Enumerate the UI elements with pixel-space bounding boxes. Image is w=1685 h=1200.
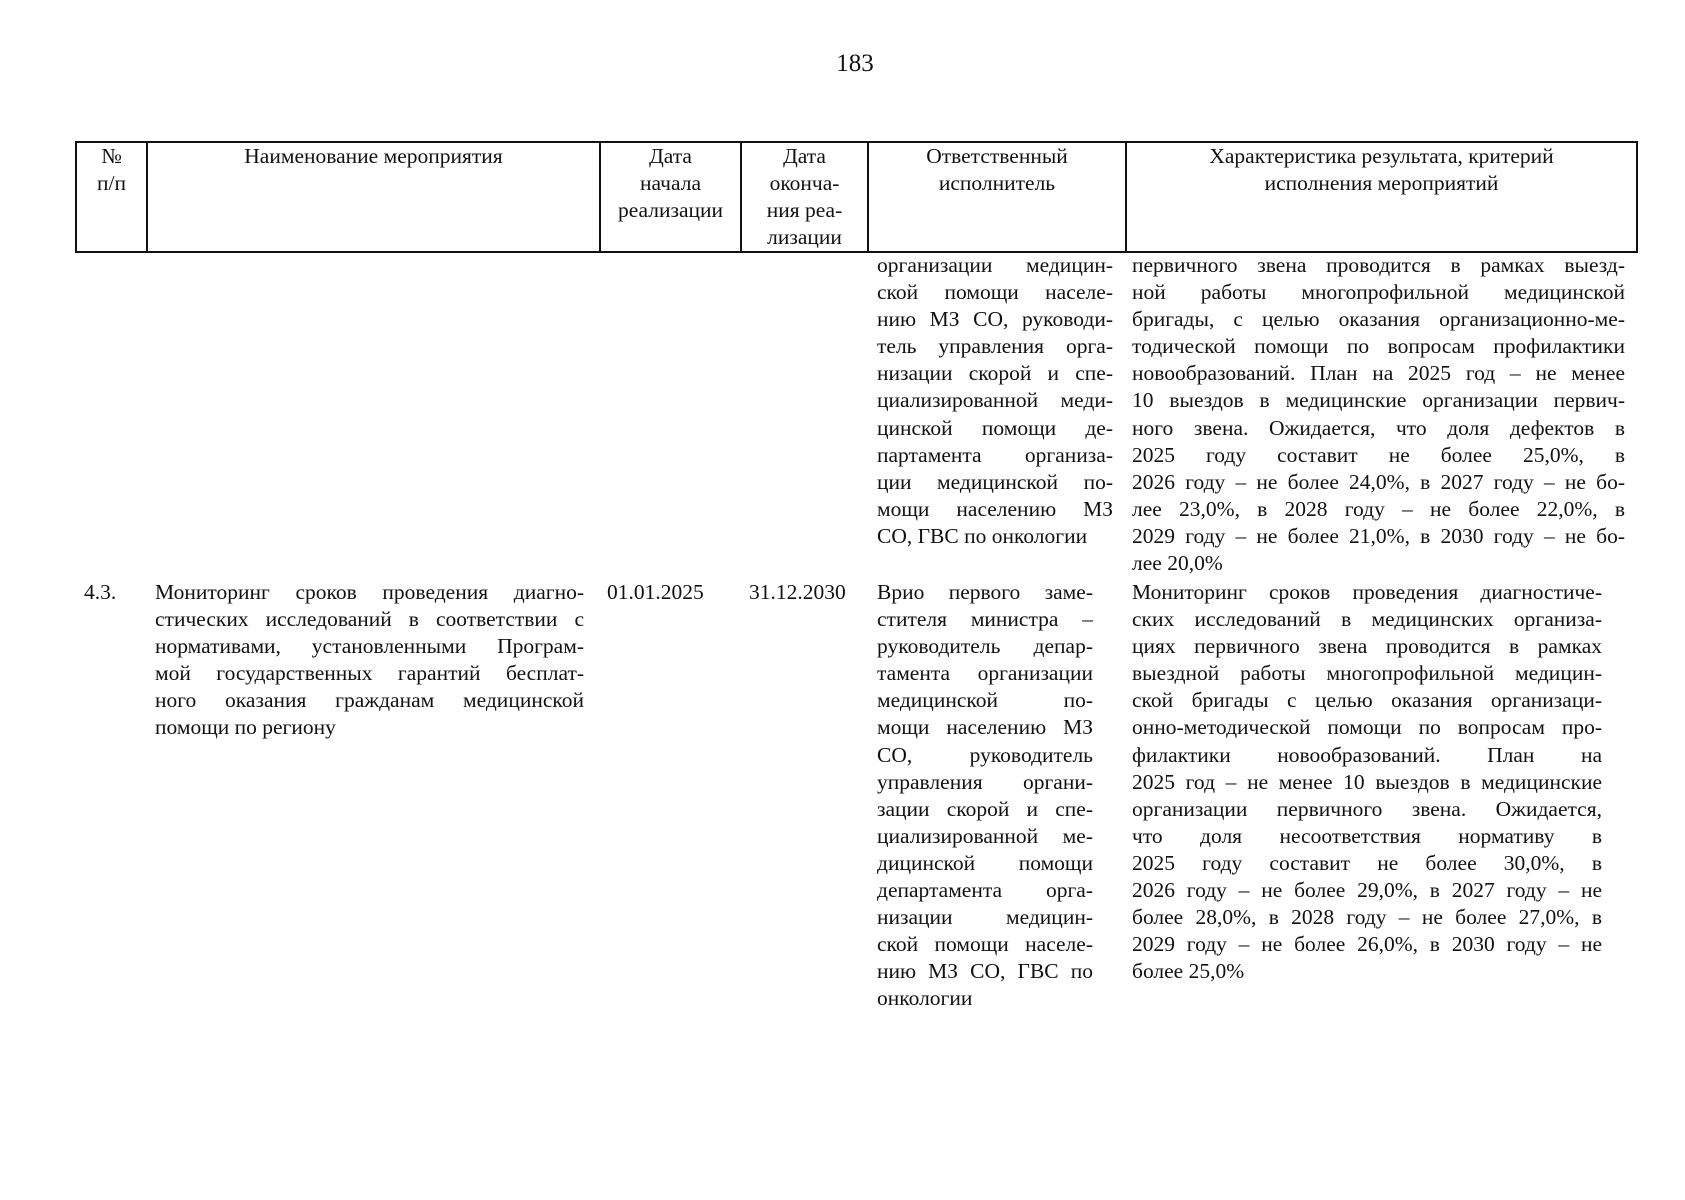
responsible-cell bbox=[877, 579, 1093, 1013]
text-line: что доля несоответствия нормативу в bbox=[1132, 823, 1602, 848]
text-line: Наименование мероприятия bbox=[244, 144, 503, 168]
text-line: медицинской по- bbox=[877, 688, 1093, 713]
text-line: Дата bbox=[649, 144, 692, 168]
text-line: помощи по региону bbox=[155, 715, 336, 740]
text-line: 2029 году – не более 21,0%, в 2030 году – не бо- bbox=[1132, 523, 1625, 548]
text-line: лее 20,0% bbox=[1132, 551, 1223, 576]
text-line: низации скорой и спе- bbox=[877, 361, 1113, 386]
text-line: зации скорой и спе- bbox=[877, 796, 1093, 821]
header-start-date bbox=[600, 142, 741, 252]
text-line: онкологии bbox=[877, 986, 973, 1011]
text-line: ских исследований в медицинских организа- bbox=[1132, 607, 1602, 632]
text-line: управления органи- bbox=[877, 769, 1093, 794]
text-line: мой государственных гарантий бесплат- bbox=[155, 661, 584, 686]
text-line: 2025 год – не менее 10 выездов в медицинские bbox=[1132, 769, 1602, 794]
text-line: СО, ГВС по онкологии bbox=[877, 523, 1088, 548]
header-name bbox=[147, 142, 600, 252]
text-line: более 25,0% bbox=[1132, 959, 1245, 984]
text-line: нормативами, установленными Програм- bbox=[155, 634, 584, 659]
text-line: 2029 году – не более 26,0%, в 2030 году – не bbox=[1132, 932, 1602, 957]
continued-responsible-cell bbox=[877, 252, 1113, 550]
text-line: стителя министра – bbox=[877, 607, 1093, 632]
measure-name-cell bbox=[155, 579, 584, 742]
text-line: п/п bbox=[97, 171, 126, 195]
text-line: оконча- bbox=[769, 171, 840, 195]
text-line: ской бригады с целью оказания организаци- bbox=[1132, 688, 1602, 713]
text-line: 2026 году – не более 29,0%, в 2027 году – не bbox=[1132, 878, 1602, 903]
text-line: ской помощи населе- bbox=[877, 932, 1093, 957]
text-line: ции медицинской по- bbox=[877, 469, 1113, 494]
text-line: циализированной меди- bbox=[877, 388, 1113, 413]
text-line: начала bbox=[639, 171, 701, 195]
text-line: Дата bbox=[783, 144, 826, 168]
text-line: 2025 году составит не более 25,0%, в bbox=[1132, 442, 1625, 467]
text-line: Врио первого заме- bbox=[877, 580, 1093, 604]
text-line: бригады, с целью оказания организационно-ме- bbox=[1132, 307, 1625, 332]
text-line: 2026 году – не более 24,0%, в 2027 году – не бо- bbox=[1132, 469, 1625, 494]
text-line: лее 23,0%, в 2028 году – не более 22,0%, в bbox=[1132, 496, 1625, 521]
end-date: 31.12.2030 bbox=[749, 580, 846, 604]
text-line: ного звена. Ожидается, что доля дефектов в bbox=[1132, 415, 1625, 440]
text-line: тамента организации bbox=[877, 661, 1093, 686]
text-line: цинской помощи де- bbox=[877, 415, 1113, 440]
text-line: тодической помощи по вопросам профилактики bbox=[1132, 334, 1625, 359]
text-line: первичного звена проводится в рамках выезд- bbox=[1132, 253, 1625, 277]
result-cell bbox=[1132, 579, 1602, 985]
table-header bbox=[75, 141, 1638, 253]
header-end-date bbox=[741, 142, 868, 252]
text-line: циализированной ме- bbox=[877, 823, 1093, 848]
text-line: циях первичного звена проводится в рамках bbox=[1132, 634, 1602, 659]
text-line: исполнитель bbox=[938, 171, 1056, 195]
text-line: более 28,0%, в 2028 году – не более 27,0%, в bbox=[1132, 905, 1602, 930]
text-line: исполнения мероприятий bbox=[1264, 171, 1499, 195]
text-line: Мониторинг сроков проведения диагностиче- bbox=[1132, 580, 1602, 604]
header-num bbox=[76, 142, 147, 252]
text-line: нию МЗ СО, руководи- bbox=[877, 307, 1113, 332]
page-number: 183 bbox=[836, 50, 874, 77]
text-line: 10 выездов в медицинские организации первич- bbox=[1132, 388, 1625, 413]
text-line: низации медицин- bbox=[877, 905, 1093, 930]
text-line: ной работы многопрофильной медицинской bbox=[1132, 280, 1625, 305]
text-line: новообразований. План на 2025 год – не менее bbox=[1132, 361, 1625, 386]
text-line: Мониторинг сроков проведения диагно- bbox=[155, 580, 584, 604]
text-line: 2025 году составит не более 30,0%, в bbox=[1132, 850, 1602, 875]
text-line: реализации bbox=[617, 198, 724, 222]
header-responsible bbox=[868, 142, 1126, 252]
text-line: дицинской помощи bbox=[877, 850, 1093, 875]
text-line: мощи населению МЗ bbox=[877, 496, 1113, 521]
text-line: организации медицин- bbox=[877, 253, 1113, 277]
row-number: 4.3. bbox=[84, 580, 117, 604]
text-line: выездной работы многопрофильной медицин- bbox=[1132, 661, 1602, 686]
text-line: онно-методической помощи по вопросам про- bbox=[1132, 715, 1602, 740]
text-line: филактики новообразований. План на bbox=[1132, 742, 1602, 767]
text-line: ской помощи населе- bbox=[877, 280, 1113, 305]
text-line: партамента организа- bbox=[877, 442, 1113, 467]
text-line: нию МЗ СО, ГВС по bbox=[877, 959, 1093, 984]
text-line: лизации bbox=[767, 225, 842, 249]
text-line: ного оказания гражданам медицинской bbox=[155, 688, 584, 713]
start-date: 01.01.2025 bbox=[607, 580, 704, 604]
continued-result-cell bbox=[1132, 252, 1625, 577]
text-line: тель управления орга- bbox=[877, 334, 1113, 359]
text-line: ния реа- bbox=[766, 198, 843, 222]
header-result bbox=[1126, 142, 1637, 252]
text-line: стических исследований в соответствии с bbox=[155, 607, 584, 632]
text-line: Ответственный bbox=[926, 144, 1068, 168]
text-line: департамента орга- bbox=[877, 878, 1093, 903]
text-line: № bbox=[101, 144, 122, 168]
text-line: руководитель депар- bbox=[877, 634, 1093, 659]
text-line: Характеристика результата, критерий bbox=[1209, 144, 1554, 168]
text-line: организации первичного звена. Ожидается, bbox=[1132, 796, 1602, 821]
text-line: СО, руководитель bbox=[877, 742, 1093, 767]
text-line: мощи населению МЗ bbox=[877, 715, 1093, 740]
